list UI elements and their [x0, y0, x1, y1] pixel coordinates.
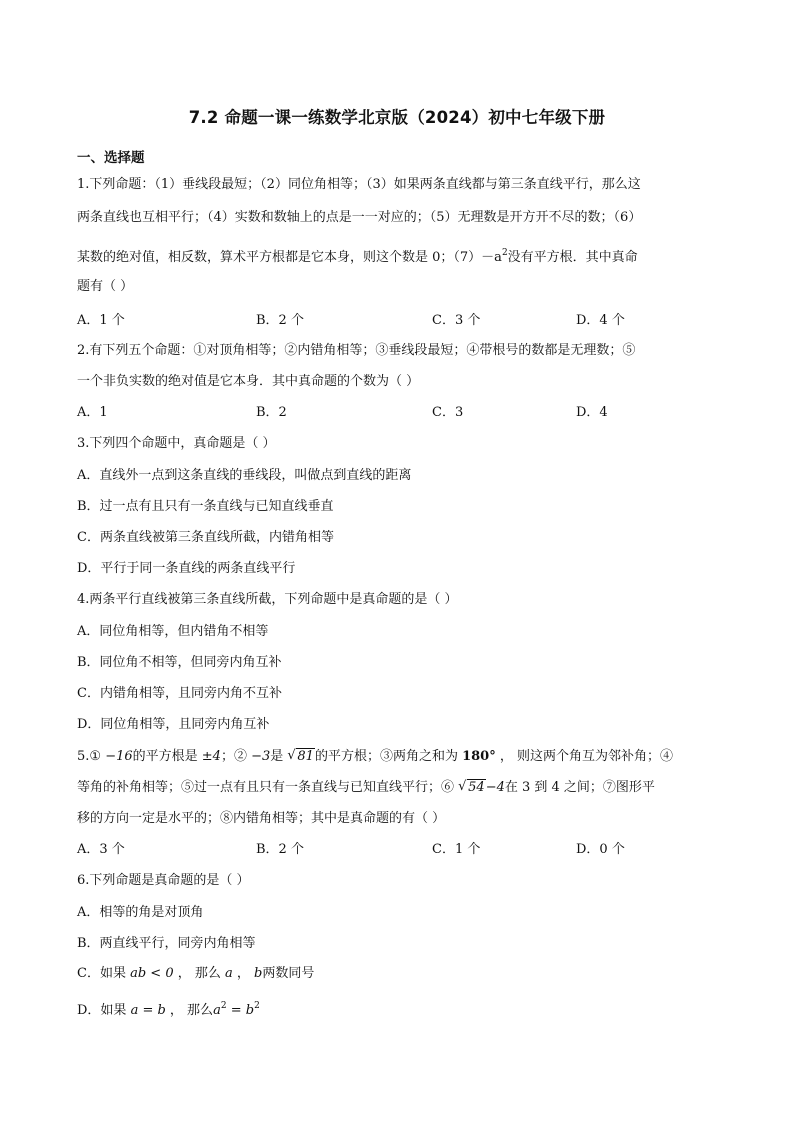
question-6-option-a: A．相等的角是对顶角 [77, 905, 204, 920]
q6c-math: b [254, 966, 263, 981]
question-1-line-3 [77, 245, 638, 266]
q5-sqrt-81 [287, 749, 315, 765]
question-2-option-b: B．2 [256, 405, 287, 420]
q5-sqrt-54 [458, 780, 486, 796]
q6d-exponent: 2 [220, 1001, 227, 1011]
question-2-option-d: D．4 [576, 405, 608, 420]
question-3-option-d: D．平行于同一条直线的两条直线平行 [77, 561, 296, 576]
question-1-line-2: 两条直线也互相平行；（4）实数和数轴上的点是一一对应的；（5）无理数是开方开不尽的数；（6） [77, 210, 642, 225]
q6d-math: b [245, 1003, 255, 1018]
question-1-line-1: 1.下列命题：（1）垂线段最短；（2）同位角相等；（3）如果两条直线都与第三条直线平行，那么这 [77, 177, 641, 192]
question-6-option-c [77, 966, 314, 982]
question-6-stem: 6.下列命题是真命题的是（ ） [77, 873, 250, 888]
question-1-option-c: C．3 个 [432, 313, 481, 328]
q5-text: ， 则这两个角互为邻补角；④ [495, 749, 673, 764]
q5-text: ；② [220, 749, 252, 764]
question-1-option-d: D．4 个 [576, 313, 625, 328]
question-2-line-1: 2.有下列五个命题：①对顶角相等；②内错角相等；③垂线段最短；④带根号的数都是无理数；⑤ [77, 343, 636, 358]
q5-text: 在 3 到 4 之间；⑦图形平 [504, 780, 655, 795]
q6d-exponent: 2 [254, 1001, 260, 1011]
page-title: 7.2 命题一课一练数学北京版（2024）初中七年级下册 [188, 108, 606, 127]
q6c-text: C．如果 [77, 966, 131, 981]
question-5-line-1 [77, 749, 673, 765]
question-3-option-a: A．直线外一点到这条直线的垂线段，叫做点到直线的距离 [77, 468, 412, 483]
q5-text: 是 [270, 749, 288, 764]
section-heading: 一、选择题 [77, 150, 145, 166]
question-2-option-c: C．3 [432, 405, 464, 420]
q5-math: −16 [105, 749, 133, 764]
q6c-text: 两数同号 [262, 966, 315, 981]
q5-math: ±4 [201, 749, 221, 764]
question-3-option-c: C．两条直线被第三条直线所截，内错角相等 [77, 530, 334, 545]
q5-math: −3 [251, 749, 271, 764]
q5-radicand: 81 [297, 749, 314, 764]
question-3-option-b: B．过一点有且只有一条直线与已知直线垂直 [77, 499, 334, 514]
question-1-line-3-text: 某数的绝对值，相反数，算术平方根都是它本身，则这个数是 0；（7）－a [77, 250, 502, 265]
q5-math: −4 [485, 780, 505, 795]
question-2-line-2: 一个非负实数的绝对值是它本身．其中真命题的个数为（ ） [77, 374, 420, 389]
q5-math: 180° [462, 749, 496, 764]
q6c-text: ， 那么 [173, 966, 226, 981]
q5-text: 5.① [77, 749, 106, 764]
q6d-math: a = b [130, 1003, 166, 1018]
question-6-option-d [77, 998, 260, 1019]
question-5-line-3: 移的方向一定是水平的；⑧内错角相等；其中是真命题的有（ ） [77, 811, 446, 826]
question-4-stem: 4.两条平行直线被第三条直线所截，下列命题中是真命题的是（ ） [77, 592, 458, 607]
question-6-option-b: B．两直线平行，同旁内角相等 [77, 936, 256, 951]
question-4-option-d: D．同位角相等，且同旁内角互补 [77, 717, 270, 732]
q6c-text: ， [232, 966, 255, 981]
q5-text: 等角的补角相等；⑤过一点有且只有一条直线与已知直线平行；⑥ [77, 780, 459, 795]
q6d-text: D．如果 [77, 1003, 131, 1018]
q5-radicand: 54 [468, 780, 485, 795]
question-3-stem: 3.下列四个命题中，真命题是（ ） [77, 436, 276, 451]
question-1-line-4: 题有（ ） [77, 279, 134, 294]
q6c-math: a [225, 966, 233, 981]
question-5-line-2 [77, 780, 655, 796]
question-4-option-c: C．内错角相等，且同旁内角不互补 [77, 686, 282, 701]
question-5-option-b: B．2 个 [256, 842, 304, 857]
question-5-option-c: C．1 个 [432, 842, 481, 857]
q6d-text: ， 那么 [165, 1003, 214, 1018]
q5-text: 的平方根；③两角之和为 [314, 749, 463, 764]
question-1-option-b: B．2 个 [256, 313, 304, 328]
question-5-option-d: D．0 个 [576, 842, 625, 857]
q6d-math: = [226, 1003, 246, 1018]
question-4-option-a: A．同位角相等，但内错角不相等 [77, 624, 269, 639]
question-2-option-a: A．1 [77, 405, 108, 420]
q6d-math: a [213, 1003, 221, 1018]
question-1-option-a: A．1 个 [77, 313, 125, 328]
q5-text: 的平方根是 [132, 749, 202, 764]
question-1-line-3-tail: 没有平方根．其中真命 [507, 250, 638, 265]
question-4-option-b: B．同位角不相等，但同旁内角互补 [77, 655, 282, 670]
question-5-option-a: A．3 个 [77, 842, 125, 857]
question-1-exponent: 2 [501, 248, 508, 258]
q6c-math: ab < 0 [130, 966, 174, 981]
